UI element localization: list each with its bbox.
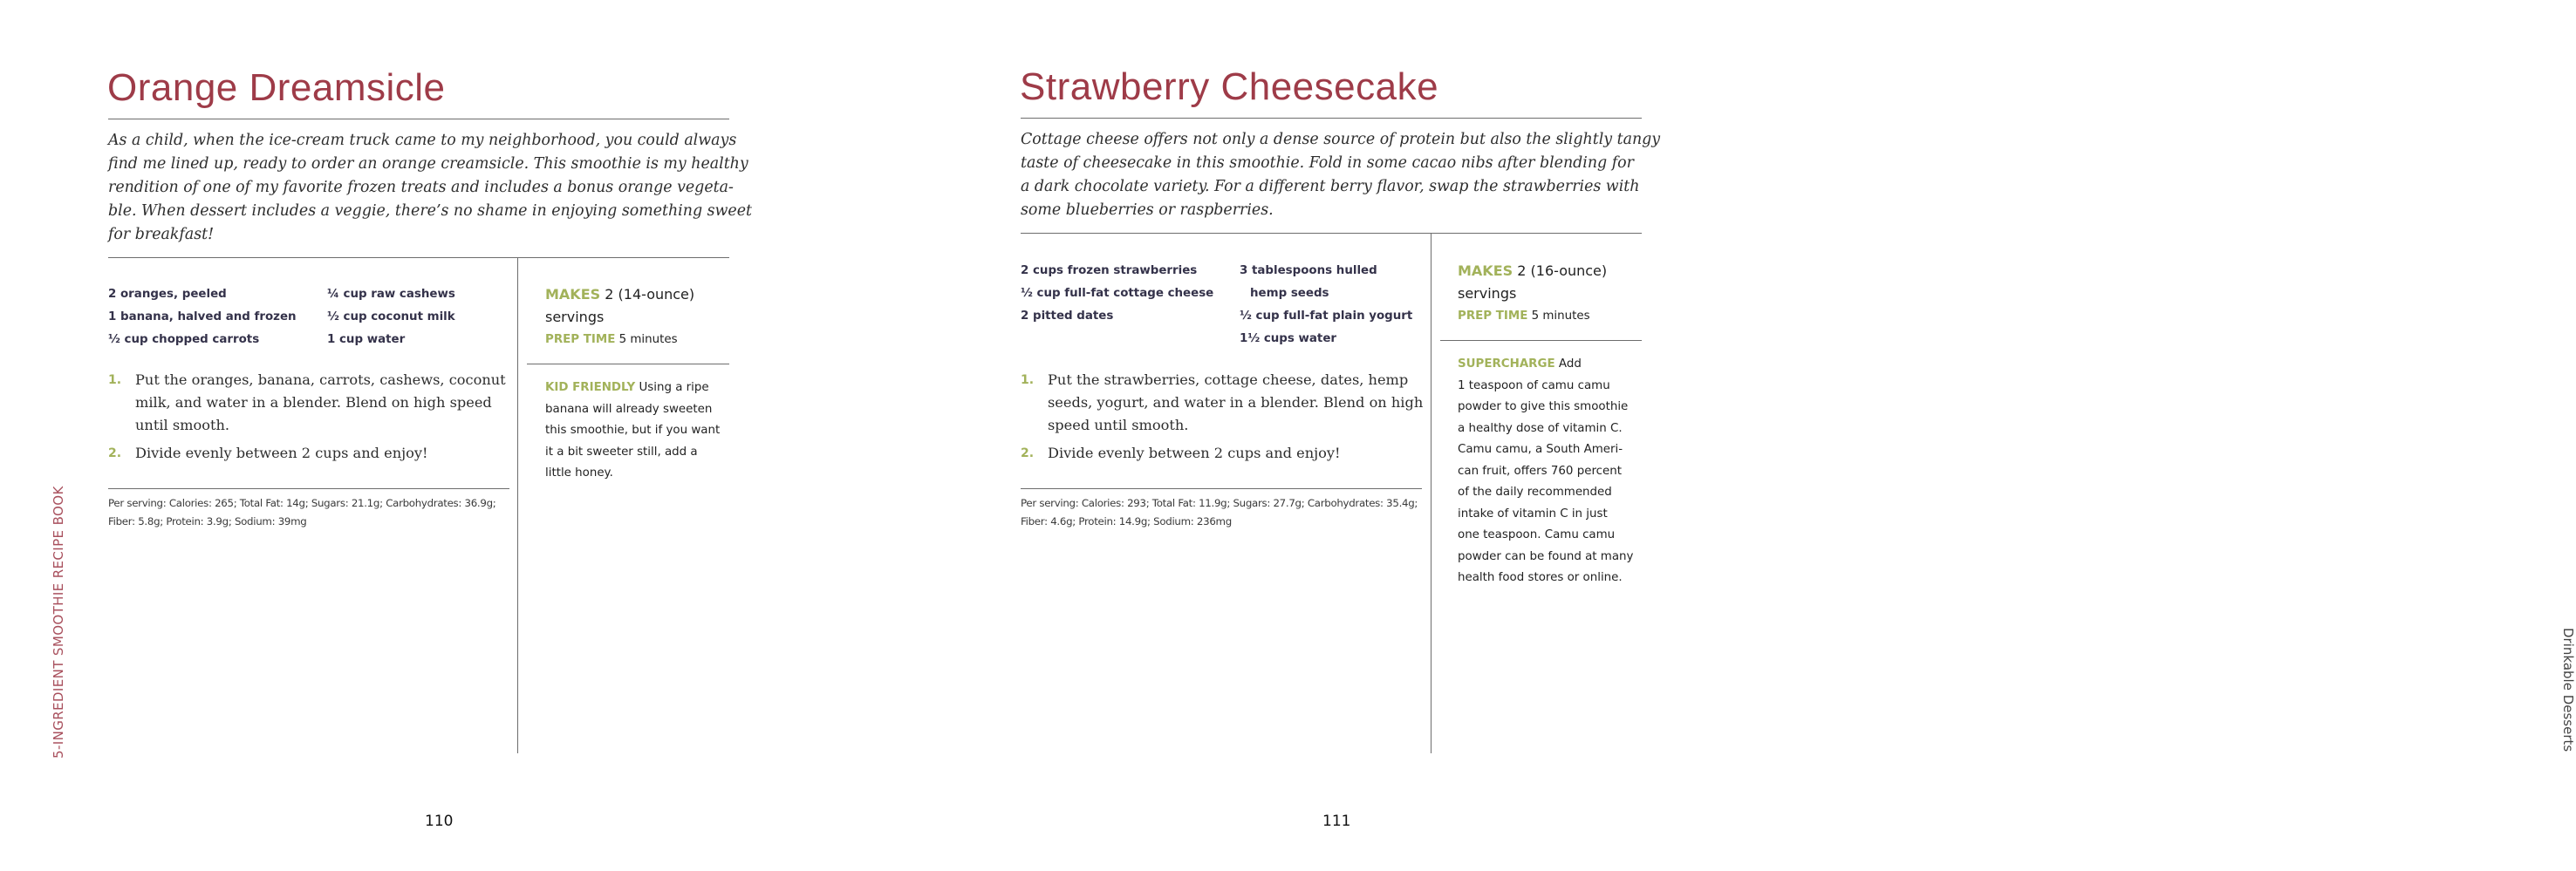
running-head: Drinkable Desserts	[2560, 628, 2576, 752]
step-line: seeds, yogurt, and water in a blender. Blend on high	[1048, 394, 1424, 411]
step-line: Put the strawberries, cottage cheese, dates, hemp	[1048, 371, 1409, 388]
makes-value-cont: servings	[1458, 285, 1517, 302]
ingredient-item: 1 banana, halved and frozen	[108, 310, 297, 323]
prep-time	[545, 330, 678, 351]
servings-info	[1458, 260, 1607, 305]
running-head: 5-INGREDIENT SMOOTHIE RECIPE BOOK	[51, 486, 66, 759]
tip-line: intake of vitamin C in just	[1458, 507, 1608, 521]
recipe-intro	[1021, 128, 1660, 222]
tip-line: banana will already sweeten	[545, 402, 713, 416]
tip-line: it a bit sweeter still, add a	[545, 445, 698, 459]
tip-first: Using a ripe	[639, 381, 709, 394]
page-number: 110	[425, 813, 454, 830]
intro-line: rendition of one of my favorite frozen treats and includes a bonus orange vegeta-	[108, 179, 734, 196]
intro-line: find me lined up, ready to order an orange creamsicle. This smoothie is my healthy	[108, 155, 748, 173]
tip-line: health food stores or online.	[1458, 571, 1623, 584]
recipe-steps	[108, 369, 506, 470]
recipe-intro	[108, 129, 752, 247]
tip-label: SUPERCHARGE	[1458, 357, 1555, 371]
tip-label: KID FRIENDLY	[545, 381, 636, 394]
tip-box	[545, 378, 720, 485]
tip-line: can fruit, offers 760 percent	[1458, 464, 1622, 478]
ingredient-item: ½ cup full-fat cottage cheese	[1021, 287, 1214, 300]
ingredient-item: 2 pitted dates	[1021, 310, 1114, 323]
nutrition-rule	[1021, 488, 1422, 489]
ingredient-item: 3 tablespoons hulled	[1240, 264, 1377, 277]
prep-label: PREP TIME	[545, 333, 616, 346]
intro-line: Cottage cheese offers not only a dense source of protein but also the slightly tangy	[1021, 131, 1661, 148]
tip-line: of the daily recommended	[1458, 486, 1612, 499]
tip-line: powder to give this smoothie	[1458, 400, 1629, 413]
step-item	[108, 369, 506, 437]
prep-time	[1458, 306, 1590, 328]
ingredients-column-1	[108, 283, 297, 351]
ingredients-column-2	[1240, 260, 1412, 350]
tip-line: Camu camu, a South Ameri-	[1458, 443, 1623, 456]
tip-line: little honey.	[545, 466, 613, 480]
recipe-title: Orange Dreamsicle	[107, 66, 446, 109]
step-line: milk, and water in a blender. Blend on high speed	[135, 394, 492, 411]
makes-value: 2 (14-ounce)	[605, 286, 695, 303]
nutrition-line: Fiber: 4.6g; Protein: 14.9g; Sodium: 236mg	[1021, 515, 1232, 527]
prep-label: PREP TIME	[1458, 310, 1528, 323]
ingredients-column-2	[327, 283, 455, 351]
makes-label: MAKES	[1458, 262, 1513, 279]
column-divider	[517, 258, 518, 753]
tip-box	[1458, 354, 1633, 589]
step-line: speed until smooth.	[1048, 417, 1189, 433]
ingredient-item: hemp seeds	[1250, 287, 1329, 300]
ingredients-column-1	[1021, 260, 1213, 328]
makes-value-cont: servings	[545, 309, 605, 325]
page-number: 111	[1322, 813, 1351, 830]
step-number: 2.	[108, 446, 122, 460]
right-page	[872, 0, 2576, 871]
step-line: until smooth.	[135, 417, 230, 433]
ingredient-item: 2 oranges, peeled	[108, 288, 227, 301]
step-number: 1.	[108, 373, 122, 387]
step-item	[1021, 442, 1423, 465]
step-number: 1.	[1021, 373, 1035, 387]
step-item	[1021, 369, 1423, 437]
tip-line: one teaspoon. Camu camu	[1458, 528, 1616, 541]
sidebar-rule	[1440, 340, 1642, 341]
step-item	[108, 442, 506, 465]
intro-line: some blueberries or raspberries.	[1021, 201, 1274, 219]
intro-line: for breakfast!	[108, 226, 215, 243]
intro-rule	[108, 257, 729, 258]
nutrition-info	[1021, 494, 1418, 531]
ingredient-item: ½ cup full-fat plain yogurt	[1240, 310, 1413, 323]
intro-line: taste of cheesecake in this smoothie. Fold in some cacao nibs after blending for	[1021, 154, 1634, 172]
title-rule	[1021, 118, 1642, 119]
nutrition-line: Fiber: 5.8g; Protein: 3.9g; Sodium: 39mg	[108, 515, 307, 527]
tip-line: a healthy dose of vitamin C.	[1458, 421, 1623, 435]
step-line: Divide evenly between 2 cups and enjoy!	[135, 445, 428, 461]
step-line: Put the oranges, banana, carrots, cashews, coconut	[135, 371, 506, 388]
servings-info	[545, 283, 694, 329]
nutrition-line: Per serving: Calories: 265; Total Fat: 14g; Sugars: 21.1g; Carbohydrates: 36.9g;	[108, 497, 496, 509]
tip-first: Add	[1558, 357, 1582, 371]
left-page	[0, 0, 872, 871]
recipe-title: Strawberry Cheesecake	[1020, 65, 1439, 108]
tip-line: 1 teaspoon of camu camu	[1458, 378, 1610, 392]
ingredient-item: ½ cup chopped carrots	[108, 333, 260, 346]
ingredient-item: ½ cup coconut milk	[327, 310, 455, 323]
ingredient-item: 1 cup water	[327, 333, 406, 346]
intro-line: As a child, when the ice-cream truck came to my neighborhood, you could always	[108, 132, 737, 149]
makes-value: 2 (16-ounce)	[1517, 262, 1608, 279]
prep-value: 5 minutes	[1531, 310, 1590, 323]
step-line: Divide evenly between 2 cups and enjoy!	[1048, 445, 1341, 461]
nutrition-rule	[108, 488, 509, 489]
nutrition-info	[108, 494, 495, 531]
prep-value: 5 minutes	[618, 333, 678, 346]
intro-rule	[1021, 233, 1642, 234]
intro-line: a dark chocolate variety. For a different berry flavor, swap the strawberries with	[1021, 178, 1640, 195]
ingredient-item: ¼ cup raw cashews	[327, 288, 455, 301]
tip-line: powder can be found at many	[1458, 549, 1634, 563]
tip-line: this smoothie, but if you want	[545, 424, 721, 437]
ingredient-item: 1½ cups water	[1240, 332, 1337, 345]
nutrition-line: Per serving: Calories: 293; Total Fat: 11.9g; Sugars: 27.7g; Carbohydrates: 35.4g;	[1021, 497, 1418, 509]
intro-line: ble. When dessert includes a veggie, there’s no shame in enjoying something sweet	[108, 202, 752, 220]
makes-label: MAKES	[545, 286, 601, 303]
step-number: 2.	[1021, 446, 1035, 460]
ingredient-item: 2 cups frozen strawberries	[1021, 264, 1198, 277]
recipe-steps	[1021, 369, 1423, 470]
